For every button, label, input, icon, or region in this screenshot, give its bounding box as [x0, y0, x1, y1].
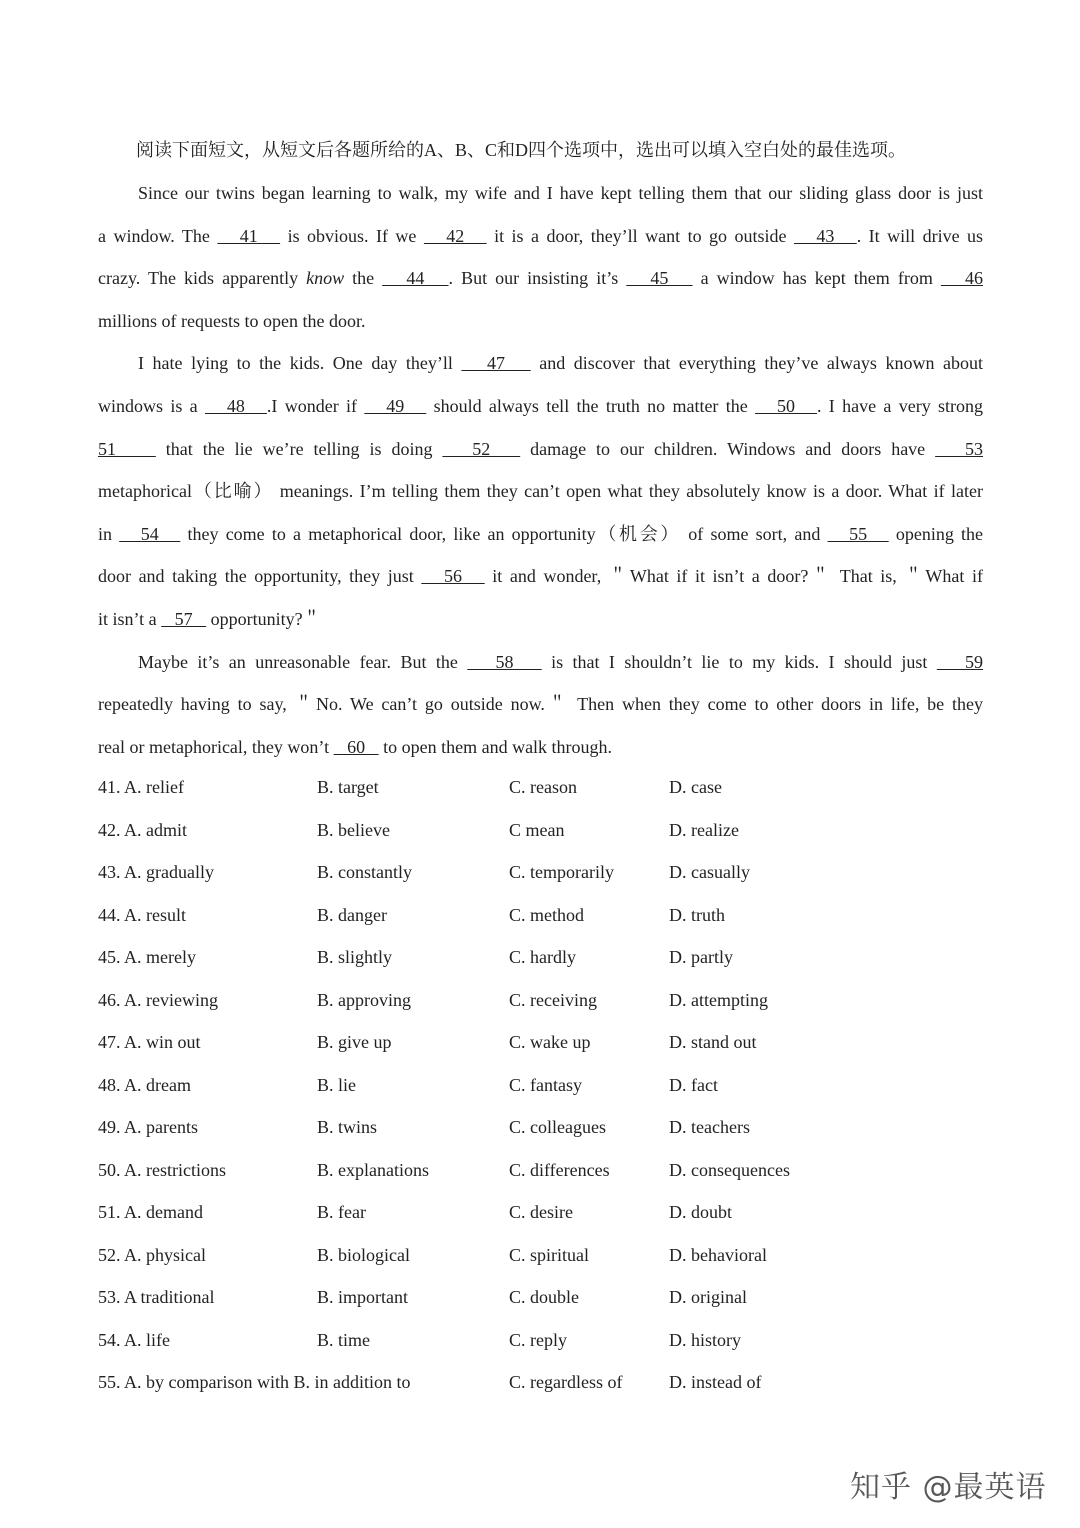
passage-line: [98, 470, 983, 513]
option-c: C. hardly: [509, 947, 576, 967]
option-b: B. important: [317, 1287, 408, 1307]
option-b: B. slightly: [317, 947, 393, 967]
passage-text: should always tell the truth no matter the: [426, 395, 756, 416]
passage-text: is obvious. If we: [280, 225, 424, 246]
passage-text: a window. The: [98, 225, 218, 246]
passage: [98, 172, 983, 768]
answer-blank: 51: [98, 438, 156, 459]
question-options-row: [98, 1064, 983, 1107]
answer-blank: 44: [382, 268, 449, 289]
question-options-row: [98, 766, 983, 809]
passage-text: Maybe it’s an unreasonable fear. But the: [138, 651, 468, 672]
question-options-row: [98, 851, 983, 894]
option-c: C. colleagues: [509, 1117, 606, 1137]
option-b: B. biological: [317, 1244, 410, 1265]
answer-blank: 50: [755, 395, 817, 416]
option-a: 42. A. admit: [98, 819, 187, 840]
passage-text: and discover that everything they’ve always known about: [530, 353, 984, 374]
option-a: 44. A. result: [98, 904, 186, 925]
option-a: 55. A. by comparison with B. in addition to: [98, 1372, 411, 1392]
passage-text: millions of requests to open the door.: [98, 310, 366, 331]
passage-line: [98, 598, 983, 641]
option-a: 52. A. physical: [98, 1244, 206, 1265]
option-d: D. consequences: [669, 1159, 790, 1180]
passage-text: a window has kept them from: [692, 268, 941, 289]
answer-blank: 47: [461, 353, 531, 374]
passage-text: door and taking the opportunity, they just: [98, 566, 422, 587]
question-options-row: [98, 1021, 983, 1064]
passage-line: [98, 385, 983, 428]
question-options-row: [98, 1191, 983, 1234]
passage-text: . It will drive us: [856, 225, 984, 246]
passage-text: I hate lying to the kids. One day they’ll: [138, 353, 462, 374]
option-d: D. behavioral: [669, 1244, 767, 1265]
option-d: D. history: [669, 1329, 741, 1350]
answer-blank: 58: [467, 651, 542, 672]
answer-blank: 41: [217, 225, 281, 246]
passage-text: damage to our children. Windows and doors have: [520, 438, 936, 459]
option-a: 46. A. reviewing: [98, 989, 218, 1010]
option-c: C mean: [509, 819, 565, 840]
passage-text: to open them and walk through.: [378, 736, 613, 757]
passage-text: it and wonder, ＂What if it isn’t a door?＂ That is, ＂What if: [484, 566, 983, 587]
question-options-row: [98, 1276, 983, 1319]
option-a: 51. A. demand: [98, 1202, 203, 1222]
instruction-text: 阅读下面短文，从短文后各题所给的A、B、C和D四个选项中，选出可以填入空白处的最佳选项。: [136, 140, 907, 160]
option-d: D. fact: [669, 1074, 718, 1095]
option-c: C. spiritual: [509, 1244, 589, 1265]
passage-text: crazy. The kids apparently: [98, 268, 307, 289]
option-a: 50. A. restrictions: [98, 1159, 226, 1180]
passage-text: . But our insisting it’s: [448, 268, 627, 289]
option-b: B. twins: [317, 1117, 378, 1137]
option-a: 45. A. merely: [98, 947, 196, 967]
answer-blank: 57: [161, 608, 207, 629]
passage-line: [98, 215, 983, 258]
answer-blank: 60: [333, 736, 379, 757]
option-d: D. attempting: [669, 989, 768, 1010]
question-options-row: [98, 1319, 983, 1362]
passage-line: [98, 172, 983, 215]
answer-blank: 56: [421, 566, 485, 587]
passage-line: [98, 555, 983, 598]
option-b: B. explanations: [317, 1159, 429, 1180]
option-c: C. desire: [509, 1202, 573, 1222]
passage-text: .I wonder if: [266, 395, 365, 416]
option-a: 48. A. dream: [98, 1074, 191, 1095]
option-a: 41. A. relief: [98, 777, 184, 797]
passage-text: windows is a: [98, 395, 205, 416]
option-d: D. instead of: [669, 1372, 762, 1392]
option-b: B. fear: [317, 1202, 366, 1222]
passage-text: it is a door, they’ll want to go outside: [486, 225, 794, 246]
option-a: 49. A. parents: [98, 1117, 198, 1137]
passage-text: opportunity?＂: [206, 608, 321, 629]
passage-text: in: [98, 523, 120, 544]
question-options-row: [98, 1361, 983, 1404]
answer-blank: 59: [936, 651, 984, 672]
option-c: C. wake up: [509, 1032, 591, 1052]
passage-line: [98, 641, 983, 684]
answer-blank: 43: [793, 225, 857, 246]
passage-line: [98, 726, 983, 769]
option-b: B. time: [317, 1329, 370, 1350]
question-options-row: [98, 894, 983, 937]
option-b: B. approving: [317, 989, 411, 1010]
option-a: 43. A. gradually: [98, 862, 214, 882]
passage-text: metaphorical（比喻） meanings. I’m telling them they can’t open what they absolutely know is a door. What if later: [98, 481, 983, 502]
answer-blank: 42: [423, 225, 487, 246]
passage-text: that the lie we’re telling is doing: [155, 438, 443, 459]
passage-line: [98, 300, 983, 343]
answer-blank: 49: [364, 395, 427, 416]
option-d: D. doubt: [669, 1202, 732, 1222]
option-c: C. double: [509, 1287, 579, 1307]
option-c: C. method: [509, 904, 584, 925]
passage-line: [98, 342, 983, 385]
passage-text: is that I shouldn’t lie to my kids. I should just: [541, 651, 937, 672]
italic-text: know: [306, 268, 345, 289]
passage-line: [98, 513, 983, 556]
question-options-row: [98, 936, 983, 979]
option-b: B. danger: [317, 904, 387, 925]
passage-text: the: [344, 268, 383, 289]
option-c: C. temporarily: [509, 862, 614, 882]
option-d: D. teachers: [669, 1117, 750, 1137]
option-d: D. stand out: [669, 1032, 757, 1052]
option-a: 54. A. life: [98, 1329, 170, 1350]
option-b: B. believe: [317, 819, 390, 840]
passage-text: repeatedly having to say, ＂No. We can’t go outside now.＂ Then when they come to other doors in life, be they: [98, 694, 983, 715]
watermark: 知乎 @最英语: [850, 1470, 1047, 1505]
question-options-row: [98, 1234, 983, 1277]
option-d: D. truth: [669, 904, 725, 925]
answer-blank: 55: [827, 523, 889, 544]
passage-line: [98, 428, 983, 471]
passage-text: real or metaphorical, they won’t: [98, 736, 334, 757]
option-a: 53. A traditional: [98, 1287, 215, 1307]
answer-blank: 45: [626, 268, 693, 289]
passage-text: . I have a very strong: [816, 395, 984, 416]
passage-text: it isn’t a: [98, 608, 162, 629]
passage-text: opening the: [888, 523, 984, 544]
passage-line: [98, 683, 983, 726]
option-c: C. reply: [509, 1329, 567, 1350]
option-d: D. partly: [669, 947, 733, 967]
option-d: D. casually: [669, 862, 750, 882]
option-b: B. give up: [317, 1032, 392, 1052]
question-options-row: [98, 809, 983, 852]
option-b: B. lie: [317, 1074, 356, 1095]
answer-blank: 48: [204, 395, 267, 416]
option-a: 47. A. win out: [98, 1032, 201, 1052]
option-c: C. reason: [509, 777, 577, 797]
option-d: D. case: [669, 777, 722, 797]
option-b: B. constantly: [317, 862, 412, 882]
option-c: C. differences: [509, 1159, 610, 1180]
answer-blank: 46: [940, 268, 984, 289]
option-d: D. realize: [669, 819, 739, 840]
options-list: [98, 766, 983, 1404]
answer-blank: 53: [935, 438, 984, 459]
passage-line: [98, 257, 983, 300]
question-options-row: [98, 1106, 983, 1149]
option-c: C. receiving: [509, 989, 597, 1010]
answer-blank: 54: [119, 523, 181, 544]
option-d: D. original: [669, 1287, 747, 1307]
passage-text: they come to a metaphorical door, like an opportunity（机会） of some sort, and: [180, 523, 828, 544]
option-c: C. regardless of: [509, 1372, 623, 1392]
passage-text: Since our twins began learning to walk, my wife and I have kept telling them that our sliding glass door is just: [138, 183, 983, 203]
question-options-row: [98, 1149, 983, 1192]
question-options-row: [98, 979, 983, 1022]
option-b: B. target: [317, 777, 379, 797]
option-c: C. fantasy: [509, 1074, 582, 1095]
answer-blank: 52: [442, 438, 521, 459]
